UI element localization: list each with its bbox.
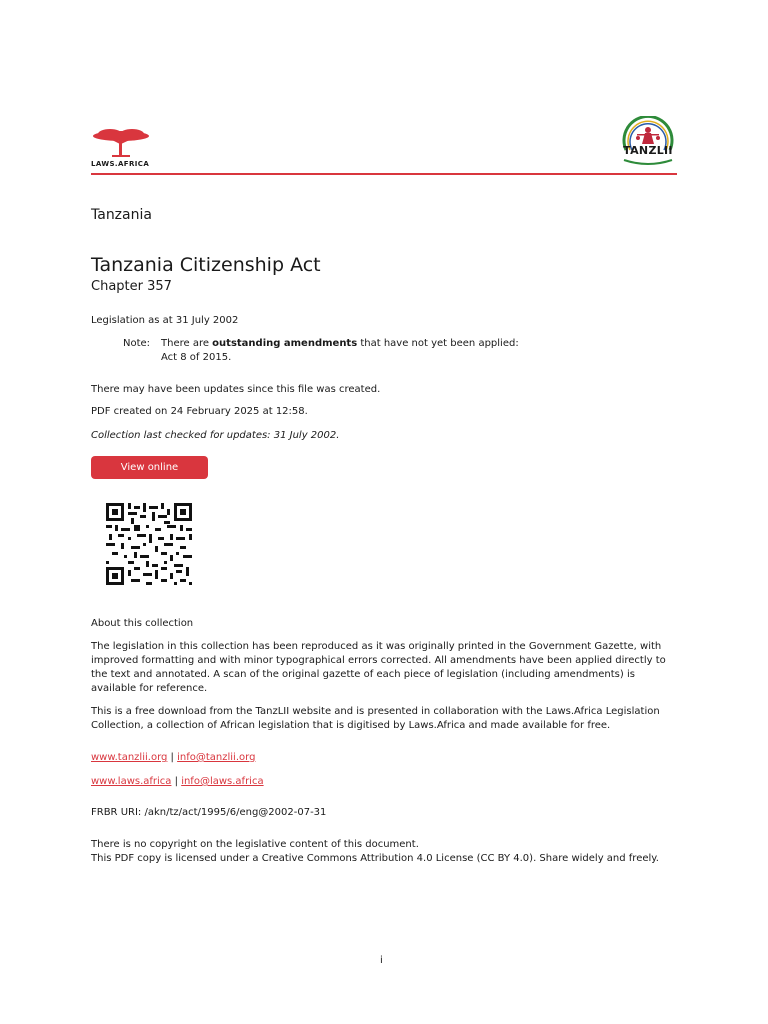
tanzlii-logo-text: TANZLII — [623, 144, 673, 157]
pdf-created: PDF created on 24 February 2025 at 12:58. — [91, 406, 308, 417]
document-title: Tanzania Citizenship Act — [91, 254, 321, 276]
link-separator: | — [174, 776, 178, 787]
note-detail: Act 8 of 2015. — [161, 352, 232, 363]
laws-africa-website-link[interactable]: www.laws.africa — [91, 776, 172, 787]
country-label: Tanzania — [91, 207, 152, 223]
collection-last-checked: Collection last checked for updates: 31 July 2002. — [91, 430, 340, 441]
tanzlii-links — [91, 751, 255, 765]
tanzlii-logo — [618, 116, 678, 168]
laws-africa-email-link[interactable]: info@laws.africa — [181, 776, 264, 787]
copyright-line-2: This PDF copy is licensed under a Creative Commons Attribution 4.0 License (CC BY 4.0). Share widely and freely. — [91, 853, 659, 864]
view-online-button[interactable]: View online — [91, 456, 208, 479]
about-paragraph-2: This is a free download from the TanzLII website and is presented in collaboration with the Laws.Africa Legislation Collection, a collection of African legislation that is digitised by Laws.Africa and made available for free. — [91, 706, 660, 731]
about-heading: About this collection — [91, 618, 194, 629]
about-paragraph-1: The legislation in this collection has been reproduced as it was originally printed in the Government Gazette, with improved formatting and with minor typographical errors corrected. All amendments have been applied directly to the text and annotated. A scan of the original gazette of each piece of legislation (including amendments) is available for reference. — [91, 641, 666, 694]
note-line — [161, 337, 519, 351]
note-suffix: that have not yet been applied: — [357, 338, 519, 349]
laws-africa-links — [91, 775, 264, 789]
note-body — [161, 337, 519, 365]
tanzlii-website-link[interactable]: www.tanzlii.org — [91, 752, 168, 763]
tanzlii-email-link[interactable]: info@tanzlii.org — [177, 752, 256, 763]
link-separator: | — [170, 752, 174, 763]
frbr-uri: FRBR URI: /akn/tz/act/1995/6/eng@2002-07-31 — [91, 807, 327, 818]
copyright-line-1: There is no copyright on the legislative content of this document. — [91, 839, 419, 850]
qr-code[interactable] — [106, 503, 192, 585]
document-chapter: Chapter 357 — [91, 279, 172, 294]
note-prefix: There are — [161, 338, 213, 349]
updates-notice: There may have been updates since this file was created. — [91, 384, 381, 395]
note-bold: outstanding amendments — [212, 338, 358, 349]
header-rule — [91, 173, 677, 175]
legislation-as-at: Legislation as at 31 July 2002 — [91, 315, 239, 326]
note-label: Note: — [123, 338, 151, 349]
laws-africa-logo-text: LAWS.AFRICA — [91, 160, 150, 168]
page-number: i — [380, 955, 383, 966]
